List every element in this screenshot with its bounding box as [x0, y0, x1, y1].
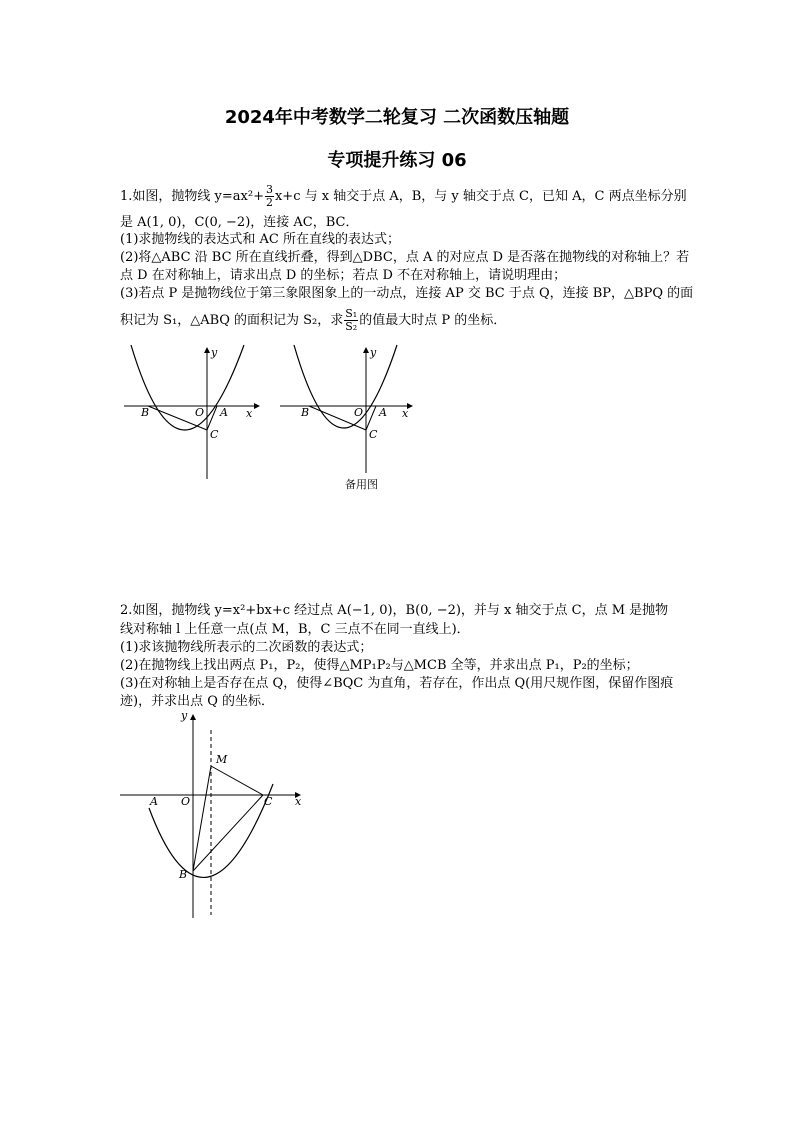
- label-x: x: [402, 407, 409, 420]
- q1-figure-1: [120, 345, 260, 480]
- x-axis-arrow: [254, 403, 260, 409]
- segment-ac: [207, 406, 217, 430]
- label-c: C: [369, 428, 378, 441]
- q1-fraction: [265, 184, 274, 209]
- segment-ac: [366, 406, 376, 430]
- segment-mc: [211, 766, 263, 795]
- label-c: C: [210, 428, 219, 441]
- q1-part3b-pre: 积记为 S₁，△ABQ 的面积记为 S₂，求: [120, 313, 344, 328]
- q1-part1: (1)求抛物线的表达式和 AC 所在直线的表达式；: [120, 232, 401, 247]
- label-c: C: [264, 795, 273, 808]
- q1-frac-den: 2: [265, 196, 273, 209]
- q2-part3a: (3)在对称轴上是否存在点 Q，使得∠BQC 为直角，若存在，作出点 Q(用尺规作图，保留作图痕: [120, 676, 674, 691]
- figure-caption: 备用图: [345, 478, 378, 491]
- label-a: A: [379, 406, 387, 419]
- q2-part2: (2)在抛物线上找出两点 P₁，P₂，使得△MP₁P₂与△MCB 全等，并求出点 P₁，P₂的坐标；: [120, 658, 639, 673]
- label-m: M: [216, 753, 228, 766]
- q1-part2a: (2)将△ABC 沿 BC 所在直线折叠，得到△DBC，点 A 的对应点 D 是否落在抛物线的对称轴上？若: [120, 250, 690, 265]
- label-a: A: [150, 795, 158, 808]
- label-b: B: [141, 406, 150, 419]
- page-title: 2024年中考数学二轮复习 二次函数压轴题: [224, 107, 570, 128]
- q1-ratio-num: S₁: [345, 307, 358, 320]
- label-y: y: [370, 346, 377, 359]
- y-axis-arrow: [363, 347, 369, 353]
- q2-line1: 2.如图，抛物线 y=x²+bx+c 经过点 A(−1, 0)，B(0, −2)，并与 x 轴交于点 C，点 M 是抛物: [120, 603, 669, 618]
- q2-line2: 线对称轴 l 上任意一点(点 M，B，C 三点不在同一直线上)．: [120, 622, 470, 637]
- label-origin: O: [195, 406, 205, 419]
- label-b: B: [301, 406, 310, 419]
- q1-line1: [120, 184, 705, 210]
- page-subtitle: 专项提升练习 06: [327, 150, 467, 171]
- q2-part1: (1)求该抛物线所表示的二次函数的表达式；: [120, 640, 373, 655]
- label-origin: O: [354, 406, 364, 419]
- label-y: y: [181, 709, 188, 722]
- q1-ratio-fraction: [344, 308, 358, 333]
- label-a: A: [220, 406, 228, 419]
- q1-frac-num: 3: [265, 183, 273, 196]
- label-b: B: [179, 868, 188, 881]
- q1-part2b: 点 D 在对称轴上，请求出点 D 的坐标；若点 D 不在对称轴上，请说明理由；: [120, 268, 567, 283]
- segment-bc: [193, 795, 263, 871]
- segment-mb: [193, 766, 211, 871]
- q1-part3b: [120, 304, 705, 338]
- label-x: x: [246, 407, 253, 420]
- q2-figure: [115, 708, 310, 920]
- q1-part3b-post: 的值最大时点 P 的坐标．: [359, 313, 507, 328]
- q2-part3b: 迹)，并求出点 Q 的坐标．: [120, 694, 274, 709]
- label-x: x: [295, 795, 302, 808]
- label-y: y: [211, 346, 218, 359]
- q1-text-a: 1.如图，抛物线 y=ax²+: [120, 189, 264, 204]
- y-axis-arrow: [190, 714, 196, 720]
- q1-text-b: x+c 与 x 轴交于点 A，B，与 y 轴交于点 C，已知 A，C 两点坐标分别: [274, 189, 687, 204]
- q1-ratio-den: S₂: [345, 320, 358, 333]
- q1-part3a: (3)若点 P 是抛物线位于第三象限图象上的一动点，连接 AP 交 BC 于点 Q，连接 BP，△BPQ 的面: [120, 286, 694, 301]
- q1-figure-2: [280, 345, 415, 475]
- y-axis-arrow: [204, 347, 210, 353]
- label-origin: O: [181, 795, 191, 808]
- q1-line2: 是 A(1, 0)，C(0, −2)，连接 AC，BC．: [120, 215, 359, 230]
